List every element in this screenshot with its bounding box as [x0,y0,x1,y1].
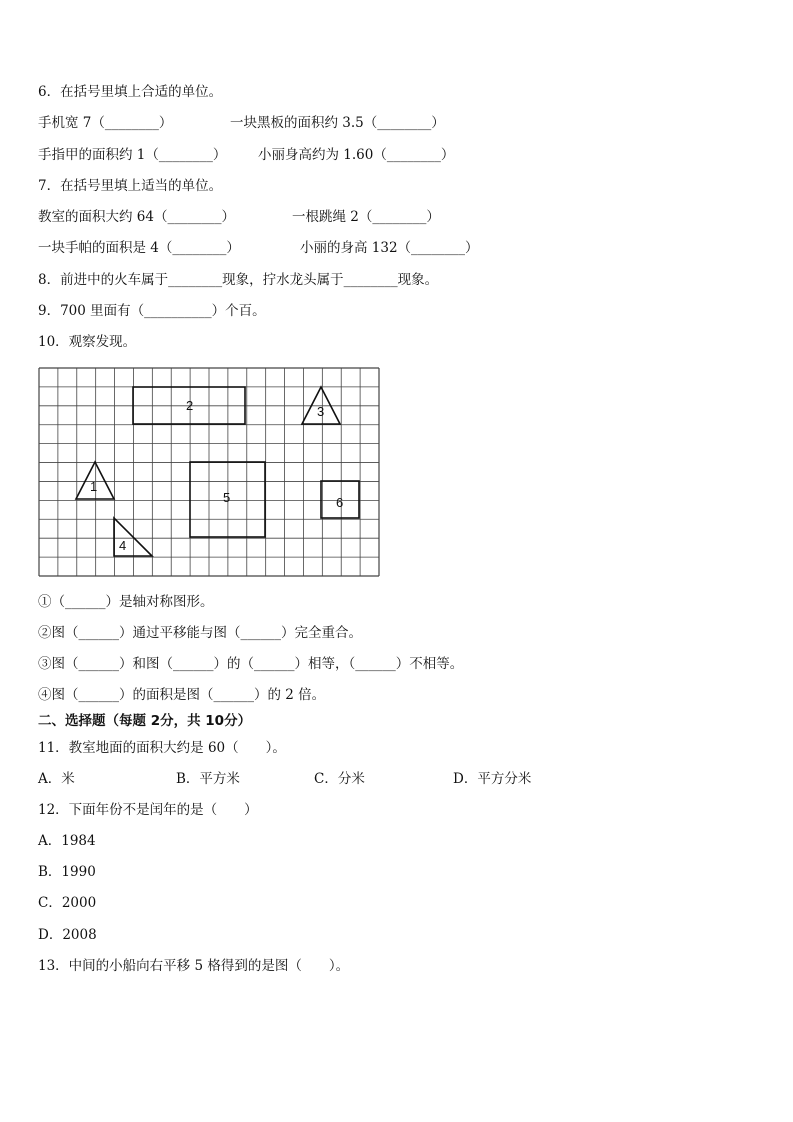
q9-text: 9．700 里面有（__________）个百。 [38,303,266,319]
shape-label-5: 5 [223,490,231,505]
shape-label-1: 1 [90,479,98,494]
q12-option-a: A．1984 [38,833,96,849]
q12-option-d: D．2008 [38,927,97,943]
q11-option-a: A．米 [38,771,75,787]
q10-statement-1: ①（______）是轴对称图形。 [38,594,214,610]
q10-statement-4: ④图（______）的面积是图（______）的 2 倍。 [38,687,326,703]
q11-option-d: D．平方分米 [453,771,532,787]
q6-item-d: 小丽身高约为 1.60（________） [258,147,455,163]
q6-title: 6．在括号里填上合适的单位。 [38,84,223,100]
q13-question: 13．中间的小船向右平移 5 格得到的是图（ ）。 [38,958,350,974]
shape-label-3: 3 [317,404,325,419]
q12-option-b: B．1990 [38,864,96,880]
grid-figure [38,367,380,577]
q7-title: 7．在括号里填上适当的单位。 [38,178,223,194]
shape-label-4: 4 [119,538,127,553]
q6-item-b: 一块黑板的面积约 3.5（________） [230,115,445,131]
q8-text: 8．前进中的火车属于________现象，拧水龙头属于________现象。 [38,272,439,288]
section-2-title: 二、选择题（每题 2分，共 10分） [38,713,252,729]
q6-item-c: 手指甲的面积约 1（________） [38,147,227,163]
shape-label-2: 2 [186,398,194,413]
q10-title: 10．观察发现。 [38,334,137,350]
q7-item-c: 一块手帕的面积是 4（________） [38,240,240,256]
q7-item-b: 一根跳绳 2（________） [292,209,440,225]
q7-item-d: 小丽的身高 132（________） [300,240,479,256]
q10-statement-2: ②图（______）通过平移能与图（______）完全重合。 [38,625,362,641]
q7-item-a: 教室的面积大约 64（________） [38,209,235,225]
q11-option-c: C．分米 [314,771,365,787]
q12-option-c: C．2000 [38,895,97,911]
q12-question: 12．下面年份不是闰年的是（ ） [38,802,258,818]
q11-option-b: B．平方米 [176,771,240,787]
q10-statement-3: ③图（______）和图（______）的（______）相等，（______）不相等。 [38,656,464,672]
shape-label-6: 6 [336,495,344,510]
q6-item-a: 手机宽 7（________） [38,115,173,131]
q11-question: 11．教室地面的面积大约是 60（ ）。 [38,740,286,756]
